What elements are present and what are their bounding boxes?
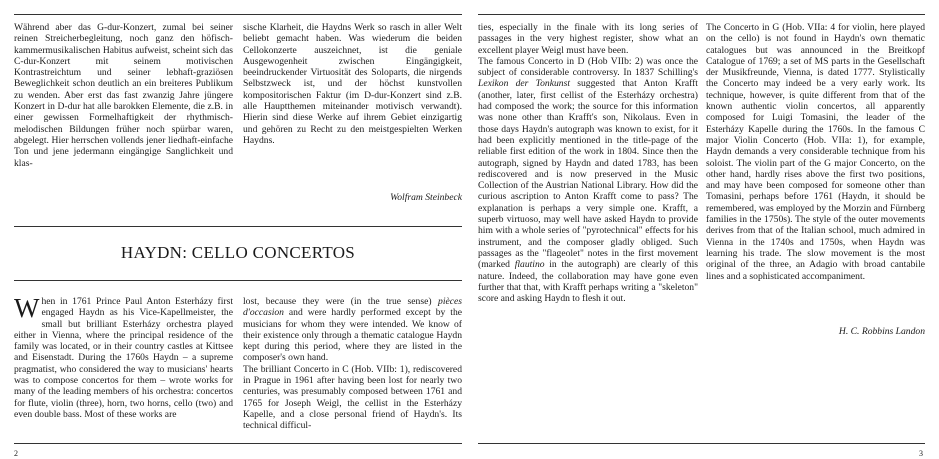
english-text-2b: and were hardly performed except by the musicians for whom they were intended. We know of their existence only through a thematic catalogue Haydn kept during this period, where they are listed in the composer's own hand. <box>243 307 462 364</box>
right-text-1-p2b: suggested that Anton Krafft (another, later, first cellist of the Esterházy orchestra) had composed the work; the source for this information was none other than Krafft's son, Nikolaus. Even in those days Haydn's autograph was known to exist, for it had been explicitly mentioned in the title-page of the reliable first edition of the work in 1804. Since then the autograph, signed by Haydn and dated 1783, has been rediscovered and is now preserved in the Music Collection of the Austrian National Library. How did the curious ascription to Anton Krafft come to pass? The explanation is perhaps a very simple one. Krafft, a superb virtuoso, may well have asked Haydn to provide him with a whole series of "pyrotechnical" effects for his instrument, and the composer gladly obliged. Such passages as the "flageolet" notes in the first movement (marked <box>478 78 698 271</box>
right-text-1-p2 <box>478 56 698 305</box>
german-column-1 <box>14 22 233 169</box>
german-column-2 <box>243 22 462 146</box>
top-rule-left <box>14 14 462 15</box>
page-title: HAYDN: CELLO CONCERTOS <box>120 243 356 262</box>
lexikon-title: Lexikon der Tonkunst <box>478 78 570 90</box>
english-text-1-body: hen in 1761 Prince Paul Anton Esterházy first engaged Haydn as his Vice-Kapellmeister, the small but brilliant Esterházy orchestra played either in Vienna, where the principal residence of the family was located, or in their country castles at Kittsee and Eisenstadt. During the 1760s Haydn – a supreme pragmatist, who considered the way to musicians' hearts was to compose concertos for them – wrote works for many of the leading members of his orchestra: concertos for flute, violin (three), horn, two horns, cello (two) and even double bass. Most of these works are <box>14 296 233 420</box>
right-column-1 <box>478 22 698 304</box>
german-text-2: sische Klarheit, die Haydns Werk so rasch in aller Welt beliebt gemacht haben. Was wiederum die beiden Cellokonzerte auszeichnet, ist die geniale Ausgewogenheit zwischen Eingängigkeit, beeindruckender Virtuosität des Soloparts, die nirgends Selbstzweck ist, und der höchst kunstvollen kompositorischen Faktur (im D-dur-Konzert sind z.B. alle Hauptthemen miteinander motivisch verwandt). Hierin sind diese Werke auf ihrem Gebiet einzigartig und gehören zu Recht zu den meistgespielten Werken Haydns. <box>243 22 462 146</box>
german-text-1: Während aber das G-dur-Konzert, zumal bei seiner reinen Streicherbegleitung, noch ganz den höfisch-kammermusikalischen Habitus aufweist, scheint sich das C-dur-Konzert mit seinem motivischen Kontrastreichtum und seiner lebhaft-graziösen Beweglichkeit schon deutlich an ein breiteres Publikum zu wenden. Aber erst das fast zwanzig Jahre jüngere Konzert in D-dur hat alle barokken Elemente, die z.B. in einer gewissen Formelhaftigkeit der rhythmisch-melodischen Bildungen früher noch spürbar waren, abgelegt. Hier herrschen vollends jener liedhaft-einfache Ton und jene jedermann eingängige Sanglichkeit und klas- <box>14 22 233 169</box>
title-rule-top <box>14 226 462 227</box>
english-text-2a: lost, because they were (in the true sense) <box>243 296 439 307</box>
pieces-doccasion: pièces d'occasion <box>243 296 462 319</box>
bottom-rule-left <box>14 443 462 444</box>
right-column-2 <box>706 22 925 282</box>
right-text-1-p2c: in the autograph) are clearly of this nature. Indeed, the collaboration may have gone even further that that, with Krafft perhaps writing a "skeleton" score and asking Haydn to flesh it out. <box>478 259 698 305</box>
english-text-1 <box>14 293 233 420</box>
german-signature: Wolfram Steinbeck <box>390 192 462 203</box>
english-text-2 <box>243 296 462 364</box>
right-text-2: The Concerto in G (Hob. VIIa: 4 for violin, here played on the cello) is not found in Haydn's own thematic catalogues but was announced in the Breitkopf Catalogue of 1769; a set of MS parts in the Gesellschaft der Musikfreunde, Vienna, is dated 1777. Stylistically the Concerto may indeed be a very early work. Its technique, however, is quite different from that of the known authentic violin concertos, all apparently composed for Luigi Tomasini, the leader of the Esterházy Kapelle during the 1760s. In the famous C major Violin Concerto (Hob. VIIa: 1), for example, Haydn demands a very considerable technique from his soloist. The violin part of the G major Concerto, on the other hand, hardly rises above the first two positions, and may have been composed for someone other than Tomasini, perhaps before 1761 (Haydn, it should be remembered, was employed by the Morzin and Fürnberg families in the 1750s). The style of the outer movements derives from that of the Italian school, much admired in Vienna in the 1740s and 1750s, when Haydn was learning his trade. The slow movement is the most original of the three, an Adagio with broad cantabile lines and a sophisticated accompaniment. <box>706 22 925 282</box>
english-column-1 <box>14 293 233 420</box>
title-rule-bottom <box>14 280 462 281</box>
dropcap: W <box>14 293 40 323</box>
top-rule-right <box>478 14 925 15</box>
english-column-2 <box>243 296 462 432</box>
right-text-1-p2a: The famous Concerto in D (Hob VIIb: 2) was once the subject of considerable controversy. In 1837 Schilling's <box>478 55 698 79</box>
english-signature: H. C. Robbins Landon <box>838 326 925 337</box>
page-number-right: 3 <box>919 449 923 458</box>
flautino: flautino <box>514 259 545 271</box>
english-text-2-p2: The brilliant Concerto in C (Hob. VIIb: 1), rediscovered in Prague in 1961 after having been lost for nearly two centuries, was presumably composed between 1761 and 1765 for Joseph Weigl, the cellist in the Esterházy Kapelle, and a close personal friend of Haydn's. Its technical difficul- <box>243 363 462 432</box>
right-text-1-p1: ties, especially in the finale with its long series of passages in the very highest register, show what an excellent player Weigl must have been. <box>478 22 698 56</box>
bottom-rule-right <box>478 443 925 444</box>
page-number-left: 2 <box>14 449 18 458</box>
